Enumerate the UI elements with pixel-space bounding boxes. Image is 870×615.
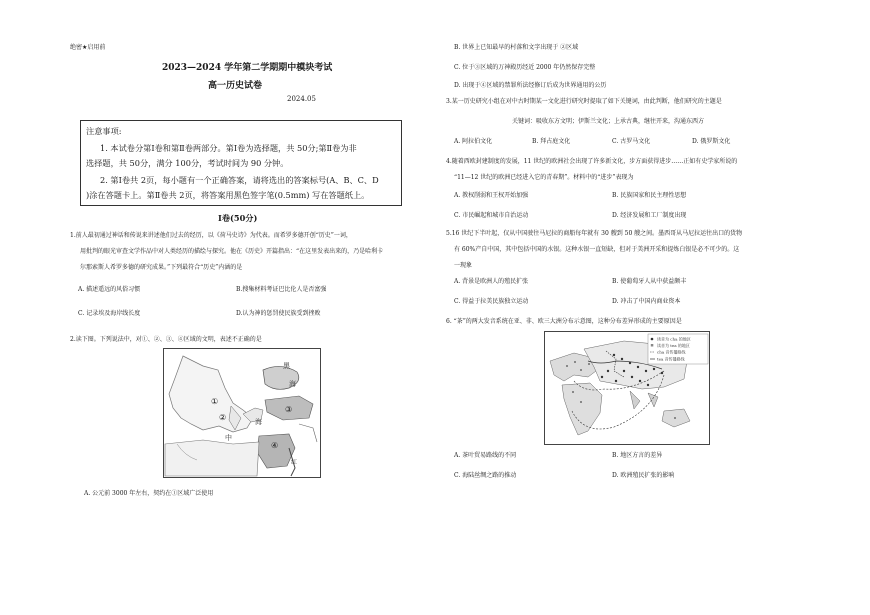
q4-option-b: B. 民族国家和民主理性思想 [612, 192, 687, 199]
map1-mediterranean-label: 中 [225, 434, 232, 442]
q6-option-c: C. 海陆丝绸之路的推动 [454, 472, 517, 479]
map2-legend-4: tea 音传播路线 [657, 356, 685, 362]
q5-line-3: 一现象 [454, 262, 473, 269]
q5-option-b: B. 使葡萄牙人从中获益颇丰 [612, 278, 687, 285]
q4-line-1: 4.随着西欧封建制度的发展，11 世纪的欧洲社会出现了许多新文化，步方面获得进步……正如有史学家所说的 [446, 158, 738, 165]
q3-option-a: A. 阿拉伯文化 [454, 138, 493, 145]
q4-option-d: D. 经济发展和工厂制度出现 [612, 212, 687, 219]
q1-line-3: 尔那索斯人希罗多德的研究成果。”下列最符合“历史”内涵的是 [80, 264, 243, 271]
q5-line-1: 5.16 世纪下半叶起，仅从中国驶往马尼拉的商船每年就有 30 艘到 50 艘之间。墨西哥从马尼拉运往出口的货物 [446, 230, 743, 237]
q1-option-b: B.搜集材料考证巴比伦人是否富强 [236, 286, 327, 293]
q4-option-a: A. 教权削弱和王权开始加强 [454, 192, 529, 199]
tea-pronunciation-map [544, 331, 710, 445]
map1-marker-3: ③ [285, 405, 293, 414]
notice-line-1: 1. 本试卷分第Ⅰ卷和第Ⅱ卷两部分。第Ⅰ卷为选择题，共 50分;第Ⅱ卷为非 [100, 143, 357, 153]
q5-option-c: C. 得益于拉美民族独立运动 [454, 298, 529, 305]
q4-line-2: “11—12 世纪的欧洲已经进入它的青春期”。材料中的“进步”表现为 [454, 174, 634, 181]
map1-marker-1: ① [211, 397, 219, 406]
section-title: Ⅰ卷(50分) [218, 213, 258, 223]
q4-option-c: C. 市民崛起和城市自治运动 [454, 212, 529, 219]
q6-option-a: A. 茶叶贸易路线的不同 [454, 452, 517, 459]
q2-option-d: D. 出现于④区域的禁罪所法经修订后成为世界通用的公历 [454, 82, 607, 89]
exam-date: 2024.05 [287, 95, 316, 103]
q1-option-a: A. 描述遥远的风俗习惯 [78, 286, 141, 293]
q2-stem: 2.读下图。下列说法中，对①、②、③、④区域的文明，表述不正确的是 [70, 336, 262, 343]
q5-option-a: A. 背景是欧洲人的殖民扩张 [454, 278, 529, 285]
q1-option-d: D.认为神的惩罚使民族受到挫败 [236, 310, 321, 317]
q1-option-c: C. 记录埃及海岸线长度 [78, 310, 141, 317]
q2-option-b: B. 世界上已知最早的村落和文字出现于 ②区域 [454, 44, 579, 51]
subject-title: 高一历史试卷 [208, 81, 263, 91]
notice-line-2: 选择题，共 50分，满分 100分，考试时间为 90 分钟。 [86, 158, 289, 168]
map2-legend-3: cha 音传播路线 [657, 349, 686, 355]
map1-red-sea-label: 红 [291, 459, 298, 466]
notice-line-4: )涂在答题卡上。第Ⅱ卷共 2页，将答案用黑色签字笔(0.5mm) 写在答题纸上。 [86, 190, 370, 200]
map1-black-sea-label: 黑 [283, 362, 290, 370]
q6-stem: 6. “茶”的两大发音系统在亚、非、欧三大洲分布示意图，这种分布差异形成的主要原因是 [446, 318, 682, 325]
q2-option-a: A. 公元前 3000 年左右，契约在①区域广泛使用 [84, 490, 214, 497]
q3-option-d: D. 俄罗斯文化 [692, 138, 731, 145]
q5-line-2: 有 60%产自中国，其中包括中国的水银。这种水银一直短缺，但对于美洲开采和提炼白银是必不可少的。这 [454, 246, 740, 253]
q6-option-d: D. 欧洲殖民扩张的影响 [612, 472, 675, 479]
map1-marker-4: ④ [271, 441, 279, 450]
map2-legend-1: 读音为 cha 的地区 [657, 336, 691, 342]
q5-option-d: D. 冲击了中国内商业资本 [612, 298, 681, 305]
map1-mediterranean-label-2: 海 [255, 418, 262, 426]
q3-line-1: 3.某一历史研究小组在对中古时期某一文化进行研究时提取了如下关键词，由此判断，他们研究的主题是 [446, 98, 722, 105]
map1-marker-2: ② [219, 413, 227, 422]
mediterranean-map [163, 348, 321, 478]
notice-title: 注意事项: [86, 126, 122, 136]
q1-line-2: 用批判的眼光审查文学作品中对人类经历的描绘与探究。他在《历史》开篇指出：“在这里发表出来的，乃是哈利卡 [80, 248, 384, 255]
q6-option-b: B. 地区方言的差异 [612, 452, 663, 459]
map2-legend-2: 读音为 tea 的地区 [657, 343, 690, 348]
q1-line-1: 1.前人最初通过神话和传说来讲述他们过去的经历，以《荷马史诗》为代表。而希罗多德开创“历史”一词， [70, 232, 352, 239]
secret-label: 绝密★启用前 [70, 44, 106, 51]
q3-keywords: 关键词：吸收东方文明；伊斯兰文化；上承古典，继往开来，沟通东西方 [512, 118, 705, 125]
exam-title: 2023—2024 学年第二学期期中模块考试 [162, 63, 333, 73]
q3-option-b: B. 拜占庭文化 [532, 138, 571, 145]
map1-black-sea-label-2: 海 [289, 380, 296, 388]
notice-line-3: 2. 第Ⅰ卷共 2页，每小题有一个正确答案，请将选出的答案标号(A、B、C、D [100, 175, 379, 185]
q2-option-c: C. 位于③区域的万神殿历经近 2000 年仍然保存完整 [454, 64, 596, 71]
q3-option-c: C. 古罗马文化 [612, 138, 651, 145]
